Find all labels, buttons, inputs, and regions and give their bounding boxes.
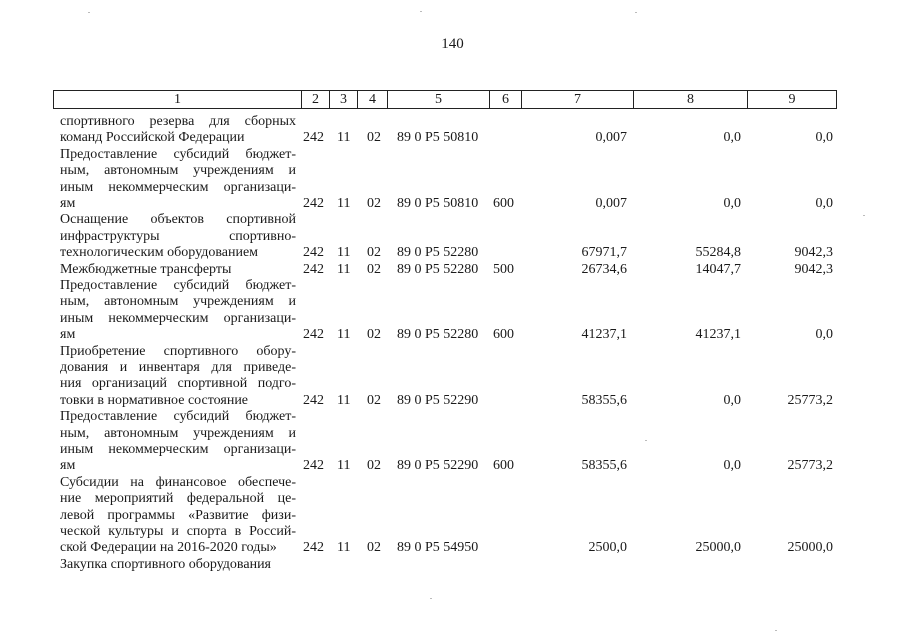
- description-line: инфраструктуры спортивно-: [60, 228, 296, 244]
- cell-c9: 0,0: [815, 195, 833, 211]
- cell-c5: 89 0 P5 50810: [397, 130, 479, 146]
- description-line: Предоставление субсидий бюджет-: [60, 277, 296, 293]
- cell-c2: 242: [303, 261, 324, 277]
- header-col-9: 9: [747, 91, 836, 108]
- description-line: команд Российской Федерации: [60, 130, 245, 146]
- cell-c5: 89 0 P5 52290: [397, 392, 479, 408]
- description-line: Закупка спортивного оборудования: [60, 556, 271, 572]
- header-col-2: 2: [301, 91, 329, 108]
- cell-c3: 11: [337, 245, 351, 261]
- cell-c4: 02: [367, 327, 381, 343]
- description-line: Оснащение объектов спортивной: [60, 212, 296, 228]
- cell-c6: 600: [493, 195, 514, 211]
- cell-c4: 02: [367, 540, 381, 556]
- cell-c9: 9042,3: [794, 261, 833, 277]
- description-line: Субсидии на финансовое обеспече-: [60, 474, 296, 490]
- page-number: 140: [441, 36, 464, 52]
- scan-speck: [645, 440, 647, 441]
- description-line: иным некоммерческим организаци-: [60, 441, 296, 457]
- header-col-3: 3: [329, 91, 357, 108]
- description-line: ям: [60, 458, 76, 474]
- description-line: иным некоммерческим организаци-: [60, 310, 296, 326]
- scan-speck: [88, 12, 90, 13]
- cell-c3: 11: [337, 130, 351, 146]
- description-line: иным некоммерческим организаци-: [60, 179, 296, 195]
- cell-c7: 58355,6: [581, 392, 627, 408]
- cell-c3: 11: [337, 195, 351, 211]
- table-row: [0, 475, 905, 557]
- cell-c7: 58355,6: [581, 458, 627, 474]
- row-description: [60, 278, 296, 344]
- table-row: [0, 114, 905, 147]
- description-line: Приобретение спортивного обору-: [60, 343, 296, 359]
- description-line: дования и инвентаря для приведе-: [60, 359, 296, 375]
- cell-c7: 0,007: [595, 195, 627, 211]
- row-description: [60, 147, 296, 213]
- cell-c2: 242: [303, 458, 324, 474]
- cell-c8: 55284,8: [695, 245, 741, 261]
- cell-c5: 89 0 P5 52280: [397, 261, 479, 277]
- cell-c4: 02: [367, 245, 381, 261]
- description-line: ния организаций спортивной подго-: [60, 376, 296, 392]
- cell-c4: 02: [367, 130, 381, 146]
- cell-c3: 11: [337, 392, 351, 408]
- scan-speck: [635, 12, 637, 13]
- description-line: ным, автономным учреждениям и: [60, 425, 296, 441]
- cell-c3: 11: [337, 261, 351, 277]
- header-col-6: 6: [489, 91, 521, 108]
- cell-c3: 11: [337, 458, 351, 474]
- description-line: Межбюджетные трансферты: [60, 261, 232, 277]
- cell-c8: 0,0: [723, 195, 741, 211]
- cell-c6: 600: [493, 327, 514, 343]
- row-description: [60, 114, 296, 147]
- scan-speck: [775, 630, 777, 631]
- cell-c4: 02: [367, 458, 381, 474]
- cell-c9: 25000,0: [787, 540, 833, 556]
- cell-c5: 89 0 P5 54950: [397, 540, 479, 556]
- cell-c7: 0,007: [595, 130, 627, 146]
- description-line: левой программы «Развитие физи-: [60, 507, 296, 523]
- cell-c6: 600: [493, 458, 514, 474]
- row-description: [60, 262, 296, 278]
- cell-c2: 242: [303, 540, 324, 556]
- cell-c7: 67971,7: [581, 245, 627, 261]
- table-row: [0, 147, 905, 213]
- description-line: ным, автономным учреждениям и: [60, 294, 296, 310]
- table-row: [0, 278, 905, 344]
- header-col-8: 8: [633, 91, 747, 108]
- cell-c9: 0,0: [815, 327, 833, 343]
- header-col-4: 4: [357, 91, 387, 108]
- description-line: технологическим оборудованием: [60, 245, 259, 261]
- description-line: спортивного резерва для сборных: [60, 114, 296, 129]
- description-line: Предоставление субсидий бюджет-: [60, 146, 296, 162]
- table-row: [0, 557, 905, 573]
- description-line: ской Федерации на 2016-2020 годы»: [60, 540, 277, 556]
- table-row: [0, 344, 905, 410]
- cell-c2: 242: [303, 195, 324, 211]
- cell-c8: 0,0: [723, 130, 741, 146]
- cell-c4: 02: [367, 392, 381, 408]
- cell-c8: 41237,1: [695, 327, 741, 343]
- description-line: ным, автономным учреждениям и: [60, 163, 296, 179]
- table-row: [0, 262, 905, 278]
- description-line: Предоставление субсидий бюджет-: [60, 409, 296, 425]
- cell-c2: 242: [303, 245, 324, 261]
- cell-c2: 242: [303, 130, 324, 146]
- table-body: [0, 114, 905, 573]
- cell-c7: 26734,6: [581, 261, 627, 277]
- scan-speck: [430, 598, 432, 599]
- cell-c5: 89 0 P5 52290: [397, 458, 479, 474]
- cell-c2: 242: [303, 392, 324, 408]
- cell-c8: 25000,0: [695, 540, 741, 556]
- cell-c4: 02: [367, 195, 381, 211]
- cell-c5: 89 0 P5 50810: [397, 195, 479, 211]
- cell-c8: 0,0: [723, 392, 741, 408]
- table-row: [0, 212, 905, 261]
- cell-c2: 242: [303, 327, 324, 343]
- cell-c3: 11: [337, 540, 351, 556]
- cell-c6: 500: [493, 261, 514, 277]
- cell-c8: 0,0: [723, 458, 741, 474]
- row-description: [60, 557, 296, 573]
- header-col-5: 5: [387, 91, 489, 108]
- cell-c9: 0,0: [815, 130, 833, 146]
- cell-c9: 25773,2: [787, 392, 833, 408]
- description-line: ческой культуры и спорта в Россий-: [60, 523, 296, 539]
- row-description: [60, 475, 296, 557]
- cell-c7: 41237,1: [581, 327, 627, 343]
- cell-c4: 02: [367, 261, 381, 277]
- cell-c8: 14047,7: [695, 261, 741, 277]
- cell-c5: 89 0 P5 52280: [397, 327, 479, 343]
- description-line: ям: [60, 327, 76, 343]
- table-row: [0, 409, 905, 475]
- row-description: [60, 409, 296, 475]
- scan-speck: [420, 11, 422, 12]
- cell-c5: 89 0 P5 52280: [397, 245, 479, 261]
- row-description: [60, 212, 296, 261]
- scan-speck: [863, 215, 865, 216]
- cell-c3: 11: [337, 327, 351, 343]
- description-line: ние мероприятий федеральной це-: [60, 491, 296, 507]
- table-header: [53, 90, 837, 109]
- cell-c7: 2500,0: [588, 540, 627, 556]
- header-col-7: 7: [521, 91, 633, 108]
- description-line: ям: [60, 196, 76, 212]
- cell-c9: 25773,2: [787, 458, 833, 474]
- header-col-1: 1: [174, 92, 181, 107]
- cell-c9: 9042,3: [794, 245, 833, 261]
- description-line: товки в нормативное состояние: [60, 392, 249, 408]
- row-description: [60, 344, 296, 410]
